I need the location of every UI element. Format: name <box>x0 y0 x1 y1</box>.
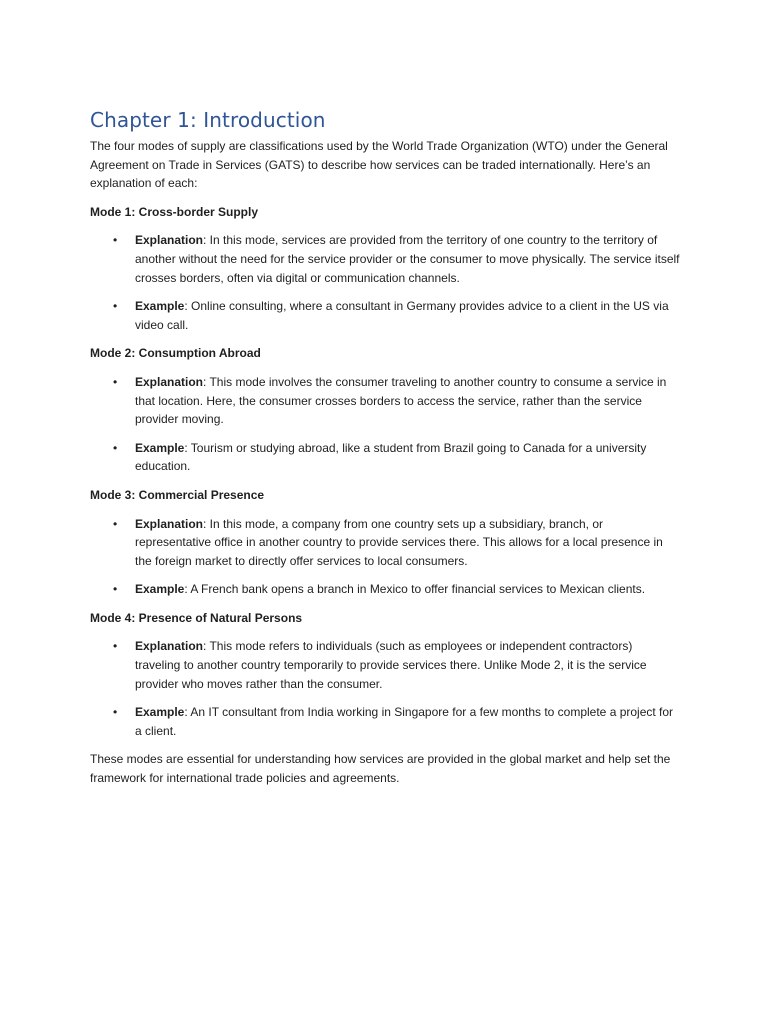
explanation-label: Explanation <box>135 233 204 248</box>
explanation-text: : This mode refers to individuals (such as employees or independent contractors) traveling to another country temporarily to provide services there. Unlike Mode 2, it is the service provider who moves rather than the consumer. <box>135 639 647 691</box>
example-label: Example <box>135 705 185 720</box>
explanation-text: : In this mode, services are provided from the territory of one country to the territory of another without the need for the service provider or the consumer to move physically. The service itself crosses borders, often via digital or communication channels. <box>135 233 680 285</box>
mode-heading: Mode 2: Consumption Abroad <box>90 346 261 361</box>
bullet-icon: • <box>113 705 118 720</box>
list-item <box>90 580 680 599</box>
mode-section <box>90 609 680 741</box>
list-item <box>90 439 680 476</box>
mode-heading: Mode 1: Cross-border Supply <box>90 204 259 219</box>
chapter-title: Chapter 1: Introduction <box>90 108 326 132</box>
explanation-label: Explanation <box>135 639 204 654</box>
mode-section <box>90 486 680 599</box>
explanation-label: Explanation <box>135 516 204 531</box>
explanation-text: : This mode involves the consumer traveling to another country to consume a service in that location. Here, the consumer crosses borders to access the service, rather than the service provider moving. <box>135 374 667 427</box>
explanation-label: Explanation <box>135 374 204 389</box>
bullet-icon: • <box>113 639 118 654</box>
intro-paragraph: The four modes of supply are classifications used by the World Trade Organization (WTO) under the General Agreement on Trade in Services (GATS) to describe how services can be traded internationally. Here’s an explanation of each: <box>90 139 668 191</box>
bullet-icon: • <box>113 582 118 597</box>
mode-heading: Mode 3: Commercial Presence <box>90 487 265 502</box>
bullet-list <box>90 231 680 334</box>
mode-section <box>90 203 680 335</box>
closing-paragraph: These modes are essential for understanding how services are provided in the global market and help set the framework for international trade policies and agreements. <box>90 752 671 786</box>
bullet-list <box>90 373 680 476</box>
mode-heading: Mode 4: Presence of Natural Persons <box>90 610 303 625</box>
bullet-icon: • <box>113 299 118 314</box>
example-text: : Online consulting, where a consultant in Germany provides advice to a client in the US via video call. <box>135 299 669 332</box>
example-label: Example <box>135 299 185 314</box>
list-item <box>90 373 680 429</box>
list-item <box>90 703 680 740</box>
list-item <box>90 637 680 693</box>
list-item <box>90 297 680 334</box>
bullet-icon: • <box>113 440 118 455</box>
list-item <box>90 515 680 571</box>
bullet-list <box>90 637 680 740</box>
document-body <box>90 106 680 788</box>
example-label: Example <box>135 582 185 597</box>
example-text: : An IT consultant from India working in Singapore for a few months to complete a project for a client. <box>135 705 674 738</box>
explanation-text: : In this mode, a company from one country sets up a subsidiary, branch, or representative office in another country to provide services there. This allows for a local presence in the foreign market to directly offer services to local consumers. <box>135 516 663 568</box>
bullet-list <box>90 515 680 599</box>
bullet-icon: • <box>113 516 118 531</box>
list-item <box>90 231 680 287</box>
bullet-icon: • <box>113 233 118 248</box>
example-text: : A French bank opens a branch in Mexico to offer financial services to Mexican clients. <box>184 582 646 597</box>
bullet-icon: • <box>113 374 118 389</box>
example-label: Example <box>135 440 185 455</box>
example-text: : Tourism or studying abroad, like a student from Brazil going to Canada for a university education. <box>135 440 647 474</box>
mode-section <box>90 344 680 476</box>
